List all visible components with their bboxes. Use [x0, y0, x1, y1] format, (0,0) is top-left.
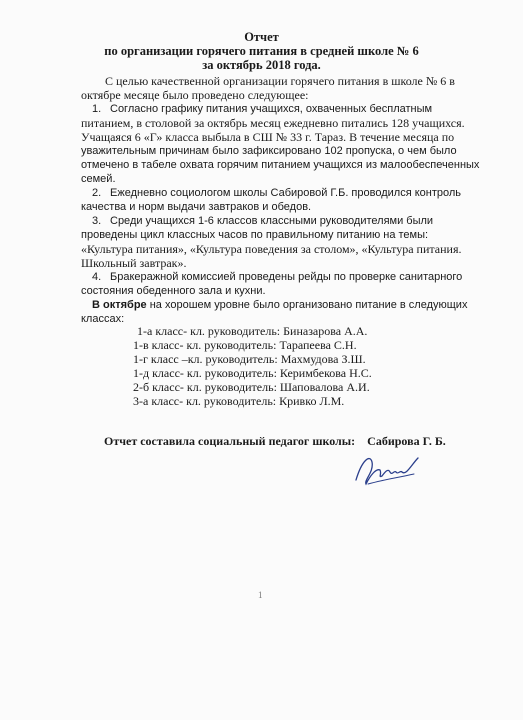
item-4-text-1: Бракеражной комиссией проведены рейды по проверке санитарного — [110, 271, 463, 283]
october-line-2: классах: — [81, 313, 125, 325]
item-3-line-4: Школьный завтрак». — [81, 256, 187, 270]
class-row-5: 2-б класс- кл. руководитель: Шаповалова А.И. — [133, 380, 370, 394]
item-3-line-2: проведены цикл классных часов по правильному питанию на темы: — [81, 229, 429, 241]
report-period: за октябрь 2018 года. — [202, 58, 321, 72]
report-author-line — [104, 434, 446, 449]
class-row-4: 1-д класс- кл. руководитель: Керимбекова Н.С. — [133, 366, 372, 380]
item-1-line-4: уважительным причинам было зафиксировано 102 пропуска, о чем было — [81, 145, 457, 157]
page-number-mark: 1 — [258, 590, 263, 600]
item-1-line-6: семей. — [81, 173, 116, 185]
item-3-text-1: Среди учащихся 1-6 классов классными руководителями были — [110, 215, 434, 227]
item-3-number: 3. — [92, 215, 102, 227]
item-1-line-3: Учащаяся 6 «Г» класса выбыла в СШ № 33 г. Тараз. В течение месяца по — [81, 130, 455, 144]
item-1-line-1 — [92, 102, 432, 116]
item-2-line-1 — [92, 186, 461, 200]
item-1-number: 1. — [92, 103, 102, 115]
class-row-6: 3-а класс- кл. руководитель: Кривко Л.М. — [133, 394, 345, 408]
intro-line-2: октябре месяце было проведено следующее: — [81, 88, 309, 102]
item-2-text-1: Ежедневно социологом школы Сабировой Г.Б. проводился контроль — [110, 187, 462, 199]
class-row-3: 1-г класс –кл. руководитель: Махмудова З.Ш. — [133, 352, 366, 366]
report-subtitle: по организации горячего питания в средней школе № 6 — [104, 44, 419, 58]
class-row-2: 1-в класс- кл. руководитель: Тарапеева С.Н. — [133, 338, 357, 352]
item-4-line-2: состояния обеденного зала и кухни. — [81, 285, 266, 297]
author-label: Отчет составила социальный педагог школы: — [104, 434, 356, 448]
item-1-line-5: отмечено в табеле охвата горячим питанием учащихся из малообеспеченных — [81, 159, 480, 171]
item-3-line-1 — [92, 214, 433, 228]
item-3-line-3: «Культура питания», «Культура поведения за столом», «Культура питания. — [81, 242, 462, 256]
author-name: Сабирова Г. Б. — [367, 434, 446, 448]
october-line-1 — [92, 298, 467, 312]
handwritten-signature — [352, 450, 422, 490]
intro-line-1: С целью качественной организации горячего питания в школе № 6 в — [105, 74, 455, 88]
item-2-line-2: качества и норм выдачи завтраков и обедов. — [81, 201, 312, 213]
item-2-number: 2. — [92, 187, 102, 199]
class-row-1: 1-а класс- кл. руководитель: Биназарова А.А. — [137, 324, 368, 338]
report-title: Отчет — [244, 30, 279, 44]
october-rest: на хорошем уровне было организовано питание в следующих — [146, 299, 468, 311]
october-bold: В октябре — [92, 299, 147, 311]
item-1-text-1: Согласно графику питания учащихся, охваченных бесплатным — [110, 103, 433, 115]
item-4-line-1 — [92, 270, 462, 284]
item-4-number: 4. — [92, 271, 102, 283]
item-1-line-2: питанием, в столовой за октябрь месяц ежедневно питались 128 учащихся. — [81, 116, 465, 130]
